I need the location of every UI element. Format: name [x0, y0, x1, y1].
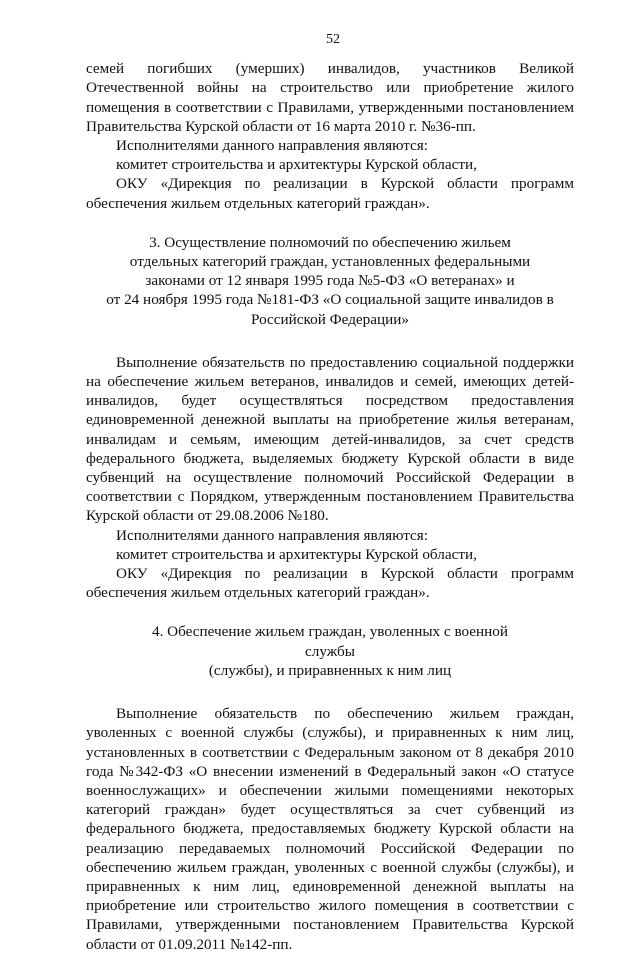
executor-construction-committee: комитет строительства и архитектуры Курской области, [116, 545, 477, 563]
section-4-heading [126, 622, 534, 680]
section-4-heading-line: (службы), и приравненных к ним лиц [208, 661, 452, 679]
section-4-heading-line: 4. Обеспечение жильем граждан, уволенных с военной службы [151, 623, 509, 660]
executor-oku-directorate: ОКУ «Дирекция по реализации в Курской области программ обеспечения жильем отдельных категорий граждан». [86, 175, 574, 212]
executor-oku-directorate: ОКУ «Дирекция по реализации в Курской области программ обеспечения жильем отдельных категорий граждан». [86, 565, 574, 602]
page-number: 52 [326, 32, 340, 47]
section-3-heading-line: отдельных категорий граждан, установленных федеральными [129, 253, 531, 271]
section-3-heading-line: Российской Федерации» [251, 310, 409, 328]
paragraph-veterans-families-housing: семей погибших (умерших) инвалидов, участников Великой Отечественной войны на строительство или приобретение жилого помещения в соответствии с Правилами, утвержденными постановлением Правительства Курской области от 16 марта 2010 г. №36-пп. [86, 60, 574, 135]
paragraph-social-support-housing: Выполнение обязательств по предоставлению социальной поддержки на обеспечение жильем ветеранов, инвалидов и семей, имеющих детей-инвалидов, будет осуществляться посредством предоставления единовременной денежной выплаты на приобретение жилья ветеранам, инвалидам и семьям, имеющим детей-инвалидов, за счет средств федерального бюджета, выделяемых бюджету Курской области в виде субвенций на осуществление полномочий Российской Федерации в соответствии с Порядком, утвержденным постановлением Правительства Курской области от 29.08.2006 №180. [86, 353, 574, 525]
executors-label: Исполнителями данного направления являются: [116, 137, 428, 155]
section-3-heading [104, 233, 556, 329]
executor-construction-committee: комитет строительства и архитектуры Курской области, [116, 156, 477, 174]
section-3-heading-line: 3. Осуществление полномочий по обеспечению жильем [149, 233, 511, 251]
executors-label: Исполнителями данного направления являются: [116, 526, 428, 544]
section-3-heading-line: законами от 12 января 1995 года №5-ФЗ «О ветеранах» и [145, 272, 515, 290]
section-3-heading-line: от 24 ноября 1995 года №181-ФЗ «О социальной защите инвалидов в [106, 291, 554, 309]
paragraph-military-discharged-housing: Выполнение обязательств по обеспечению жильем граждан, уволенных с военной службы (службы), и приравненных к ним лиц, установленных в соответствии с Федеральным законом от 8 декабря 2010 года №342-ФЗ «О внесении изменений в Федеральный закон «О статусе военнослужащих» и обеспечении жилыми помещениями некоторых категорий граждан» будет осуществляться за счет субвенций из федерального бюджета, предоставляемых бюджету Курской области на реализацию передаваемых полномочий Российской Федерации по обеспечению жильем граждан, уволенных с военной службы (службы), и приравненных к ним лиц, единовременной денежной выплаты на приобретение или строительство жилого помещения в соответствии с Правилами, утвержденными постановлением Правительства Курской области от 01.09.2011 №142-пп. [86, 705, 574, 953]
document-page [86, 30, 574, 954]
